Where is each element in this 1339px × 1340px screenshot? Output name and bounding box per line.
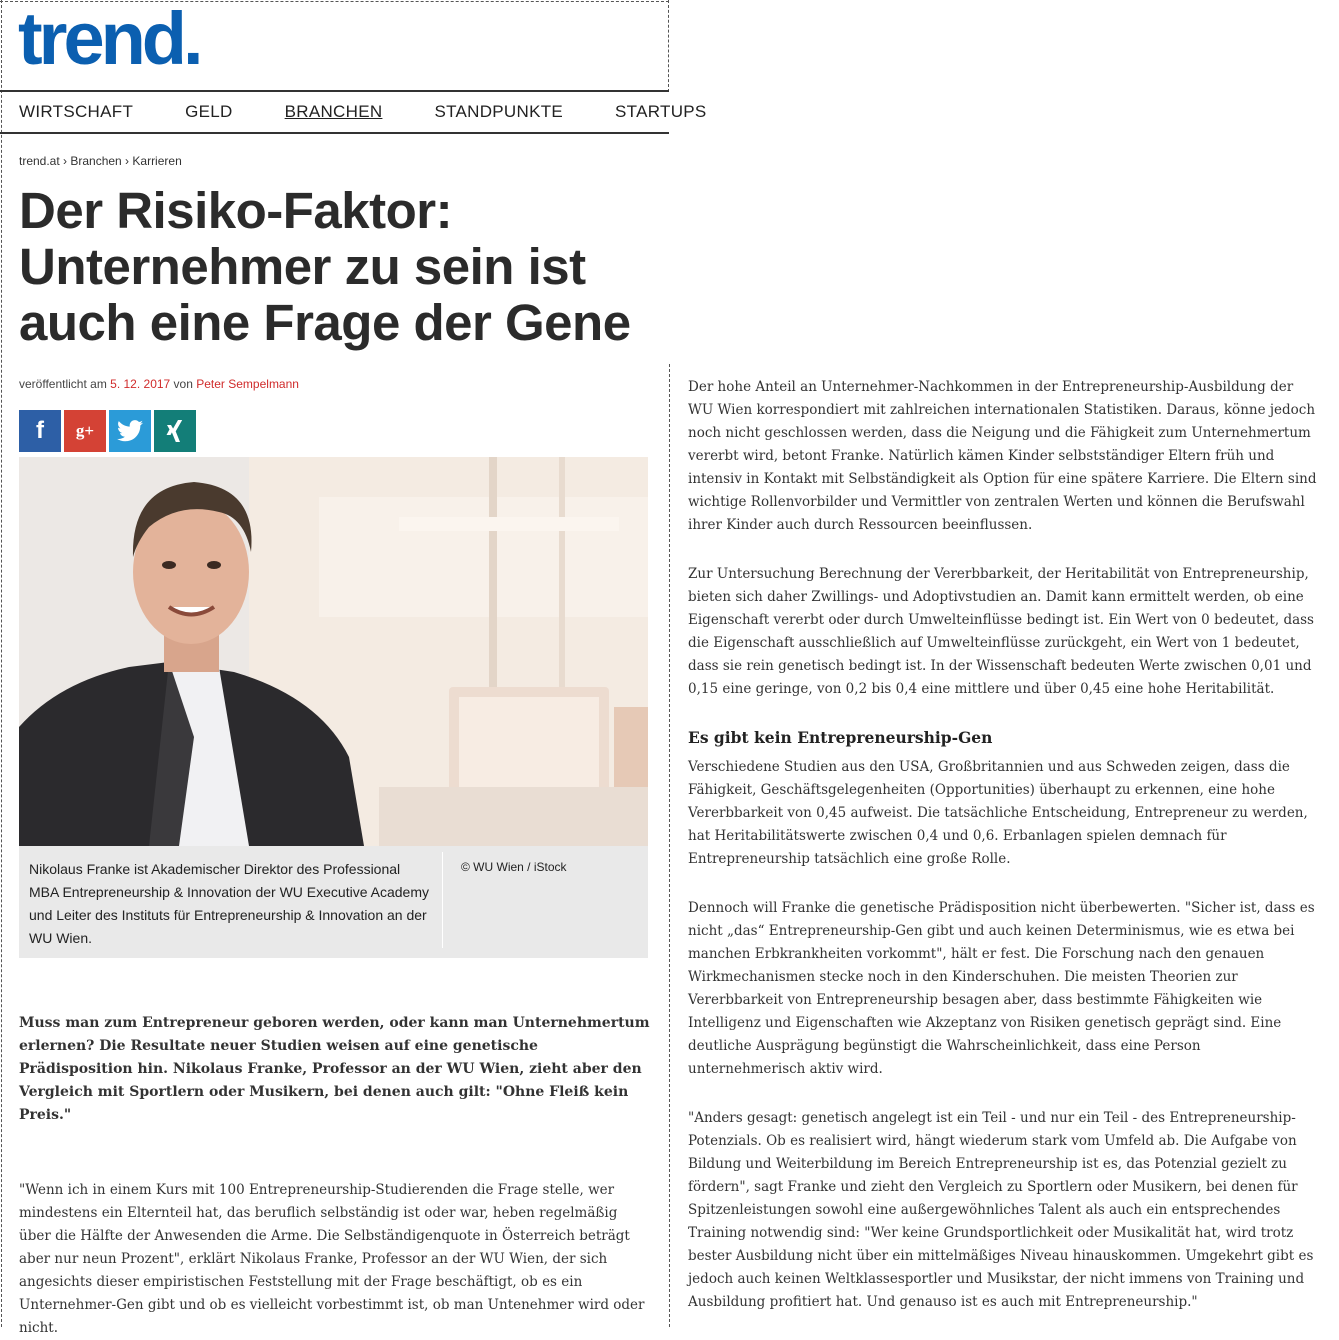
body-paragraph-4: Dennoch will Franke die genetische Prädisposition nicht überbewerten. "Sicher ist, dass es nicht „das“ Entrepreneurship-Gen gibt und auch keinen Determinismus, wie es etwa bei manchen Erbkrankheiten vorkommt", hält er fest. Die Forschung nach den genauen Wirkmechanismen stecke noch in den Kinderschuhen. Die meisten Theorien zur Vererbbarkeit von Entrepreneurship besagen aber, dass bestimmte Fähigkeiten wie Intelligenz und Eigenschaften wie Akzeptanz von Risiken genetisch geprägt sind. Eine deutliche Ausprägung begünstigt die Wahrscheinlichkeit, dass eine Person unternehmerisch aktiv wird.: [688, 900, 1315, 1077]
share-bar: [19, 410, 196, 452]
article-photo: [19, 457, 648, 846]
trend-logo[interactable]: [18, 2, 200, 82]
meta-by: von: [170, 377, 197, 391]
body-paragraph-5: "Anders gesagt: genetisch angelegt ist ein Teil - und nur ein Teil - des Entrepreneurship-Potenzials. Ob es realisiert wird, hängt wiederum stark vom Umfeld ab. Die Aufgabe von Bildung und Weiterbildung im Bereich Entrepreneurship ist es, das Potenzial gezielt zu fördern", sagt Franke und zieht den Vergleich zu Sportlern oder Musikern, bei denen für Spitzenleistungen sowohl eine außergewöhnliches Talent als auch ein entsprechendes Training notwendig sind: "Wer keine Grundsportlichkeit oder Musikalität hat, wird trotz bester Ausbildung nicht über ein mittelmäßiges Niveau hinauskommen. Umgekehrt gibt es jedoch auch keinen Weltklassesportler und Musikstar, der nicht immens von Training und Ausbildung profitiert hat. Und genauso ist es auch mit Entrepreneurship.": [688, 1110, 1314, 1310]
xing-share-button[interactable]: [154, 410, 196, 452]
body-paragraph-3: Verschiedene Studien aus den USA, Großbritannien und aus Schweden zeigen, dass die Fähigkeit, Geschäftsgelegenheiten (Opportunities) überhaupt zu erkennen, eine hohe Vererbbarkeit von 0,45 aufweist. Die tatsächliche Entscheidung, Entrepreneur zu werden, hat Heritabilitätswerte zwischen 0,4 und 0,6. Erbanlagen spielen demnach für Entrepreneurship tatsächlich eine große Rolle.: [688, 759, 1308, 867]
portrait-illustration: [19, 457, 648, 846]
body-paragraph-2: Zur Untersuchung Berechnung der Vererbbarkeit, der Heritabilität von Entrepreneurship, bieten sich daher Zwillings- und Adoptivstudien an. Damit kann ermittelt werden, ob eine Eigenschaft vererbt oder durch Umwelteinflüsse bedingt ist. Ein Wert von 0 bedeutet, dass die Eigenschaft ausschließlich auf Umwelteinflüsse zurückgeht, ein Wert von 1 bedeutet, dass sie rein genetisch bedingt ist. In der Wissenschaft bedeuten Werte zwischen 0,01 und 0,15 eine geringe, von 0,2 bis 0,4 eine mittlere und über 0,45 eine hohe Heritabilität.: [688, 566, 1314, 697]
twitter-icon: [117, 420, 143, 442]
google-plus-icon: g+: [75, 421, 95, 440]
breadcrumb[interactable]: trend.at › Branchen › Karrieren: [19, 154, 182, 168]
facebook-share-button[interactable]: [19, 410, 61, 452]
nav-item-standpunkte[interactable]: STANDPUNKTE: [434, 102, 564, 121]
twitter-share-button[interactable]: [109, 410, 151, 452]
logo-text: trend.: [18, 0, 200, 80]
xing-icon: [164, 419, 186, 443]
publish-date: 5. 12. 2017: [110, 377, 171, 391]
caption-text: Nikolaus Franke ist Akademischer Direktor des Professional MBA Entrepreneurship & Innovation der WU Executive Academy und Leiter des Instituts für Entrepreneurship & Innovation an der WU Wien.: [29, 861, 429, 946]
subheading: Es gibt kein Entrepreneurship-Gen: [688, 728, 993, 747]
article-lead: Muss man zum Entrepreneur geboren werden, oder kann man Unternehmertum erlernen? Die Resultate neuer Studien weisen auf eine genetische Prädisposition hin. Nikolaus Franke, Professor an der WU Wien, zieht aber den Vergleich mit Sportlern oder Musikern, bei denen auch gilt: "Ohne Fleiß kein Preis.": [19, 1015, 650, 1123]
article-headline: Der Risiko-Faktor: Unternehmer zu sein ist auch eine Frage der Gene: [19, 182, 631, 351]
right-column: [688, 376, 1321, 1314]
nav-item-startups[interactable]: STARTUPS: [615, 102, 707, 121]
nav-item-wirtschaft[interactable]: WIRTSCHAFT: [19, 102, 134, 121]
photo-caption: [19, 846, 648, 958]
main-nav: [0, 90, 707, 134]
meta-prefix: veröffentlicht am: [19, 377, 111, 391]
body-paragraph-1: Der hohe Anteil an Unternehmer-Nachkommen in der Entrepreneurship-Ausbildung der WU Wien korrespondiert mit zahlreichen internationalen Statistiken. Daraus, könne jedoch noch nicht geschlossen werden, dass die Neigung und die Fähigkeit zum Unternehmertum vererbt wird, betont Franke. Natürlich kämen Kinder selbstständiger Eltern früh und intensiv in Kontakt mit Selbständigkeit als Option für eine spätere Karriere. Die Eltern sind wichtige Rollenvorbilder und Vermittler von zentralen Werten und können die Berufswahl ihrer Kinder auch durch Ressourcen beeinflussen.: [688, 379, 1317, 533]
caption-separator: [442, 852, 443, 948]
author-link[interactable]: Peter Sempelmann: [196, 377, 299, 391]
google-plus-share-button[interactable]: [64, 410, 106, 452]
nav-item-geld[interactable]: GELD: [185, 102, 233, 121]
nav-item-branchen[interactable]: BRANCHEN: [284, 102, 383, 121]
article-meta: [19, 377, 299, 391]
body-paragraph-intro: "Wenn ich in einem Kurs mit 100 Entrepreneurship-Studierenden die Frage stelle, wer mindestens ein Elternteil hat, das beruflich selbständig ist oder war, heben regelmäßig über die Hälfte der Anwesenden die Arme. Die Selbständigenquote in Österreich beträgt aber nur neun Prozent", erklärt Nikolaus Franke, Professor an der WU Wien, der sich angesichts dieser empiristischen Feststellung mit der Frage beschäftigt, ob es ein Unternehmer-Gen gibt und ob es vielleicht vorbestimmt ist, ob man Untenehmer wird oder nicht.: [19, 1182, 645, 1336]
photo-credit: © WU Wien / iStock: [461, 860, 567, 874]
facebook-icon: f: [36, 417, 44, 444]
